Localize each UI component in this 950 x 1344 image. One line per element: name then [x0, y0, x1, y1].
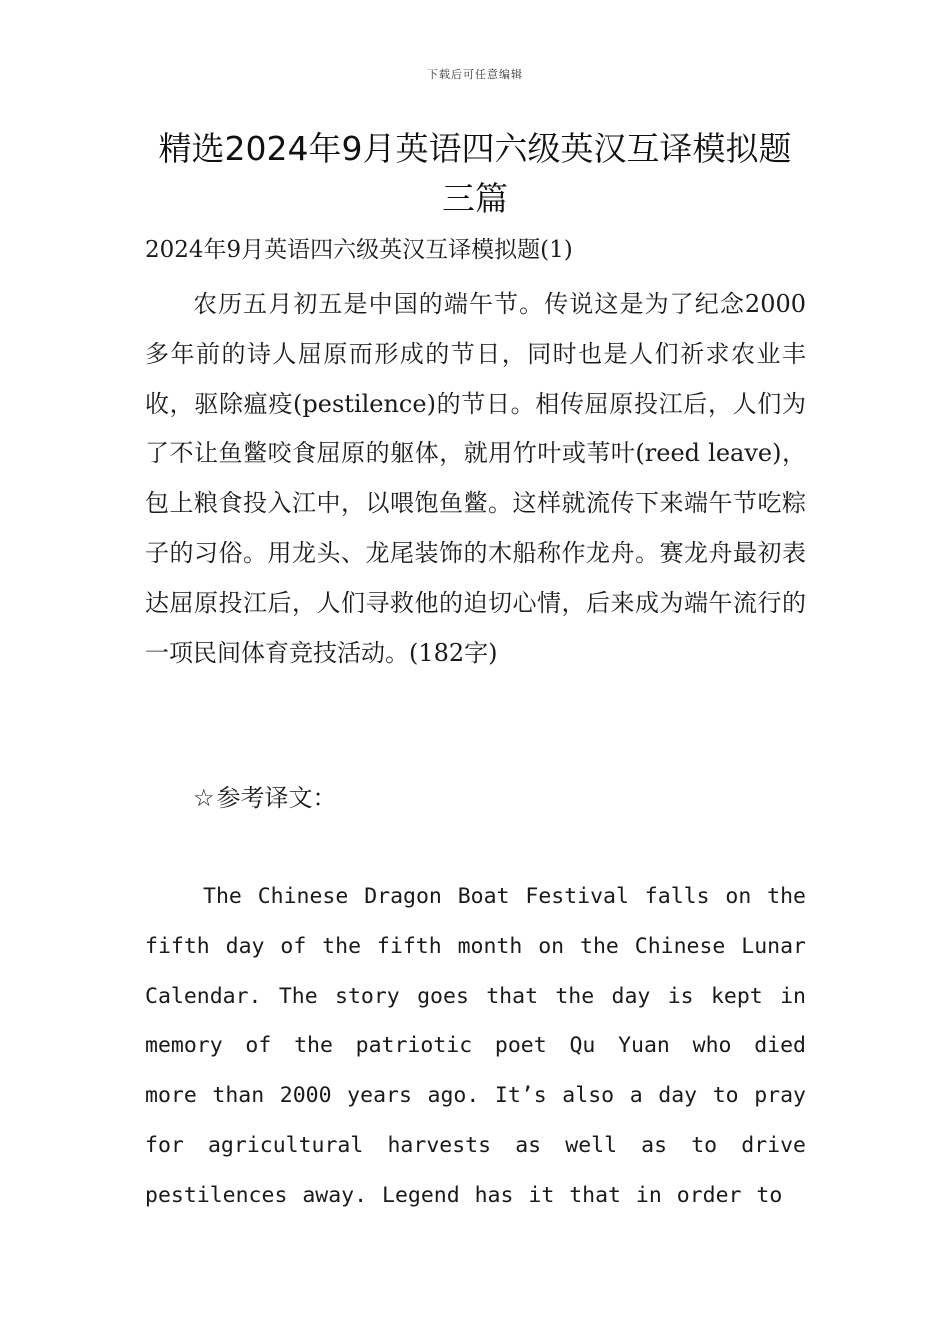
header-note: 下载后可任意编辑: [427, 68, 523, 81]
star-icon: ☆: [193, 784, 215, 812]
document-title: 精选2024年9月英语四六级英汉互译模拟题三篇: [158, 129, 792, 218]
reference-label: 参考译文：: [216, 784, 337, 812]
reference-heading: [193, 780, 337, 816]
english-paragraph: The Chinese Dragon Boat Festival falls on the fifth day of the fifth month on the Chinese Lunar Calendar. The story goes that the day is kept in memory of the patriotic poet Qu Yuan who died more than 2000 years ago. It’s also a day to pray for agricultural harvests as well as to drive pestilences away. Legend has it that in order to: [145, 884, 806, 1208]
section-title: 2024年9月英语四六级英汉互译模拟题(1): [145, 237, 573, 263]
chinese-paragraph: 农历五月初五是中国的端午节。传说这是为了纪念2000多年前的诗人屈原而形成的节日，同时也是人们祈求农业丰收，驱除瘟疫(pestilence)的节日。相传屈原投江后，人们为了不让鱼鳖咬食屈原的躯体，就用竹叶或苇叶(reed leave)，包上粮食投入江中，以喂饱鱼鳖。这样就流传下来端午节吃粽子的习俗。用龙头、龙尾装饰的木船称作龙舟。赛龙舟最初表达屈原投江后，人们寻救他的迫切心情，后来成为端午流行的一项民间体育竞技活动。(182字): [145, 290, 806, 667]
